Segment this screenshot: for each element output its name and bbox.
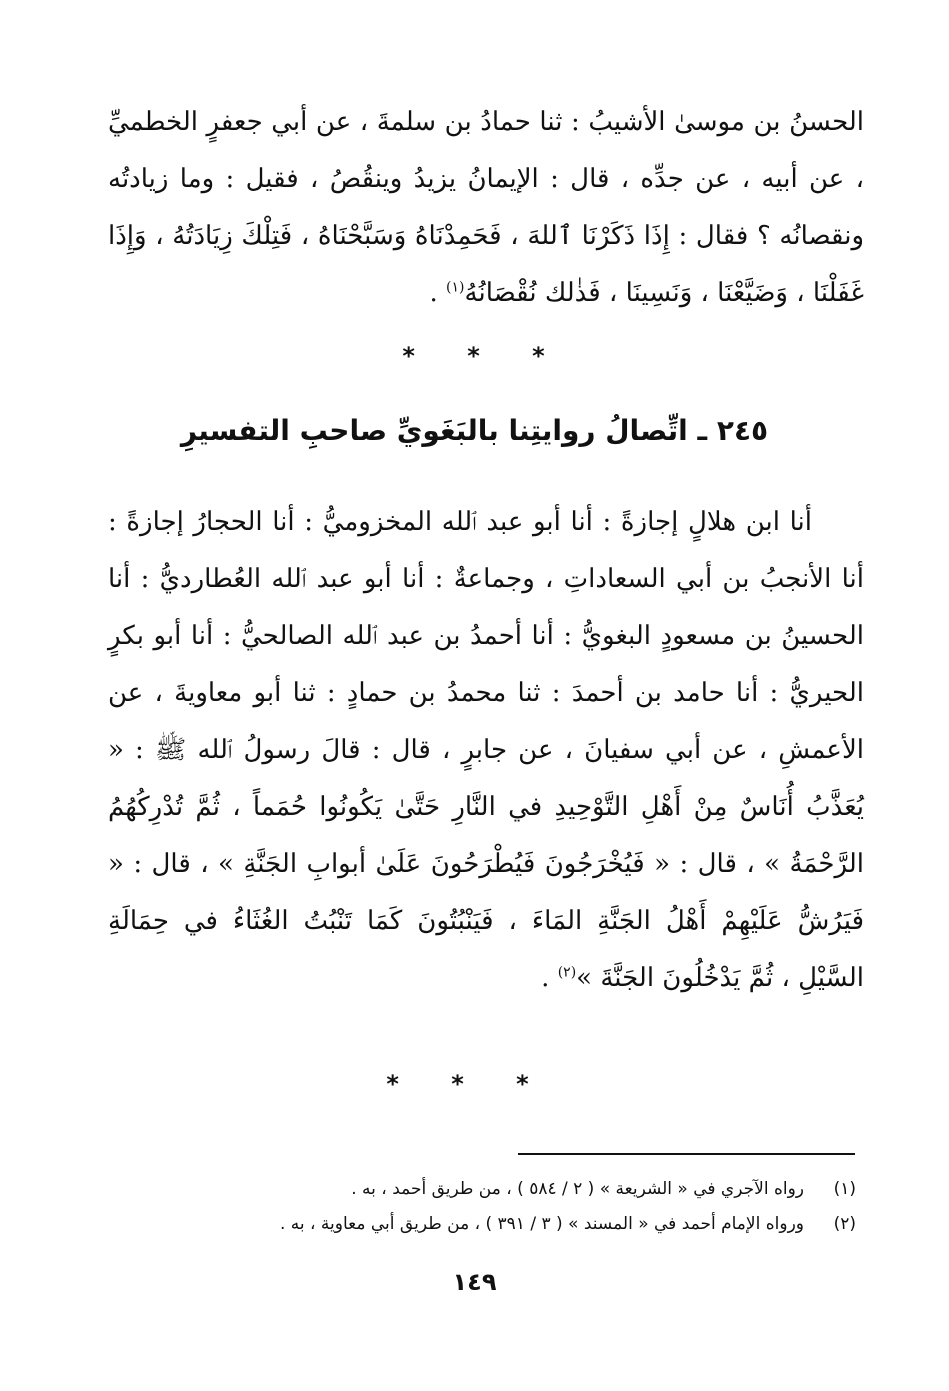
footnote-divider [518, 1153, 855, 1155]
paragraph-2-text: أنا ابن هلالٍ إجازةً : أنا أبو عبد ٱلله المخزوميُّ : أنا الحجارُ إجازةً : أنا الأنجبُ بن أبي السعاداتِ ، وجماعةٌ : أنا أبو عبد ٱلله العُطارديُّ : أنا الحسينُ بن مسعودٍ البغويُّ : أنا أحمدُ بن عبد ٱلله الصالحيُّ : أنا أبو بكرٍ الحيريُّ : أنا حامد بن أحمدَ : ثنا محمدُ بن حمادٍ : ثنا أبو معاويةَ ، عن الأعمشِ ، عن أبي سفيانَ ، عن جابرٍ ، قال : قالَ رسولُ ٱلله ﷺ : « يُعَذَّبُ أُنَاسٌ مِنْ أَهْلِ التَّوْحِيدِ في النَّارِ حَتَّىٰ يَكُونُوا حُمَماً ، ثُمَّ تُدْرِكُهُمُ الرَّحْمَةُ » ، قال : « فَيُخْرَجُونَ فَيُطْرَحُونَ عَلَىٰ أبوابِ الجَنَّةِ » ، قال : « فَيَرُشُّ عَلَيْهِمْ أَهْلُ الجَنَّةِ المَاءَ ، فَيَنْبُتُونَ كَمَا تَنْبُتُ الغُثَاءُ في حِمَالَةِ السَّيْلِ ، ثُمَّ يَدْخُلُونَ الجَنَّةَ » [108, 507, 864, 993]
footnote-ref-2: (٢) [557, 964, 577, 981]
footnote-1 [200, 1172, 856, 1207]
footnote-1-text: رواه الآجري في « الشريعة » ( ٢ / ٥٨٤ ) ، من طريق أحمد ، به . [351, 1179, 804, 1199]
section-title: اتِّصالُ روايتِنا بالبَغَويِّ صاحبِ التفسيرِ [180, 414, 688, 447]
body-paragraph-1 [108, 94, 864, 322]
footnote-1-number: (١) [833, 1179, 856, 1199]
paragraph-2-end: . [541, 963, 558, 993]
section-number: ٢٤٥ [716, 414, 769, 447]
footnotes [200, 1172, 856, 1242]
footnote-2-number: (٢) [833, 1214, 856, 1234]
paragraph-1-text: الحسنُ بن موسىٰ الأشيبُ : ثنا حمادُ بن سلمةَ ، عن أبي جعفرٍ الخطميِّ ، عن أبيه ، عن جدِّه ، قال : الإيمانُ يزيدُ وينقُصُ ، فقيل : وما زيادتُه ونقصانُه ؟ فقال : إِذَا ذَكَرْنَا ٱللهَ ، فَحَمِدْنَاهُ وَسَبَّحْنَاهُ ، فَتِلْكَ زِيَادَتُهُ ، وَإِذَا غَفَلْنَا ، وَضَيَّعْنَا ، وَنَسِينَا ، فَذٰلك نُقْصَانُهُ [108, 107, 864, 308]
footnote-2 [200, 1207, 856, 1242]
footnote-ref-1: (١) [446, 279, 465, 296]
section-heading [0, 414, 949, 447]
page-number: ١٤٩ [452, 1268, 497, 1296]
separator-stars-2: * * * [386, 1070, 551, 1098]
body-paragraph-2 [108, 494, 864, 1007]
paragraph-1-end: . [429, 278, 447, 308]
section-dash: ـ [697, 414, 708, 447]
separator-stars-1: * * * [402, 342, 567, 370]
footnote-2-text: ورواه الإمام أحمد في « المسند » ( ٣ / ٣٩١ ) ، من طريق أبي معاوية ، به . [279, 1214, 804, 1234]
